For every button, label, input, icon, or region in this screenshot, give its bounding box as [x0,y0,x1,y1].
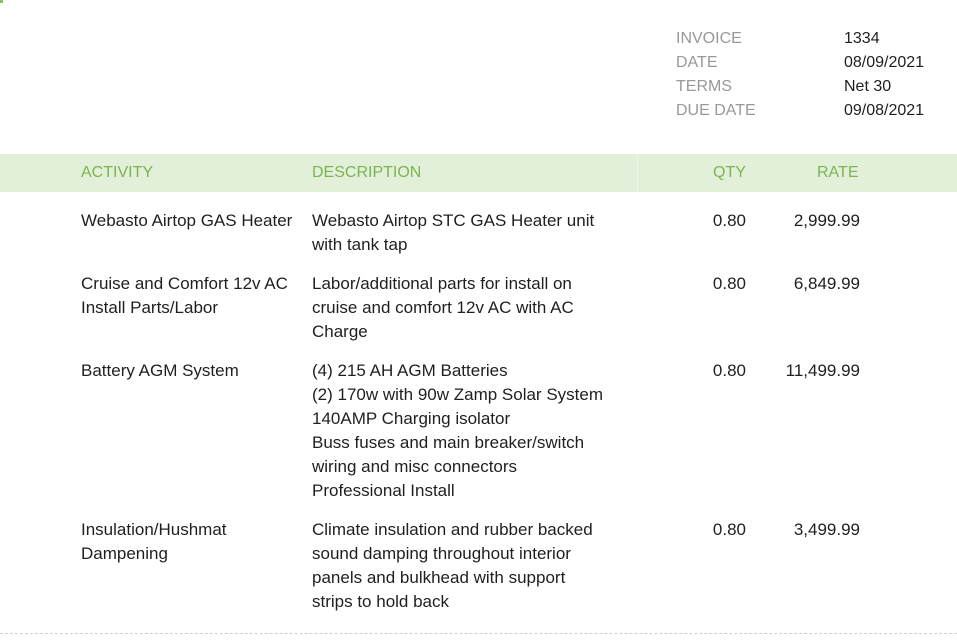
meta-invoice-label: INVOICE [676,30,742,47]
description-line: 140AMP Charging isolator [312,409,511,428]
meta-terms-value: Net 30 [844,78,892,95]
item-activity: Insulation/Hushmat Dampening [81,520,227,563]
description-line: with tank tap [312,235,408,254]
item-qty: 0.80 [712,211,746,230]
item-description [312,272,632,344]
meta-invoice-value: 1334 [844,30,880,47]
description-line: sound damping throughout interior [312,544,571,563]
description-line: panels and bulkhead with support [312,568,566,587]
item-activity: Webasto Airtop GAS Heater [81,211,293,230]
column-header-qty: QTY [713,164,746,181]
column-header-rate: RATE [817,164,859,181]
item-description [312,209,632,257]
item-activity: Cruise and Comfort 12v AC Install Parts/Labor [81,274,288,317]
item-description [312,359,632,503]
header-divider [637,154,638,192]
description-line: wiring and misc connectors [312,457,518,476]
meta-terms-label: TERMS [676,78,732,95]
description-line: Labor/additional parts for install on [312,274,572,293]
meta-date-label: DATE [676,54,718,71]
item-qty: 0.80 [712,520,746,539]
description-line: Charge [312,322,368,341]
description-line: (2) 170w with 90w Zamp Solar System [312,385,603,404]
item-rate: 6,849.99 [793,274,860,293]
item-qty: 0.80 [712,274,746,293]
item-description [312,518,632,614]
column-header-activity: ACTIVITY [81,164,154,181]
column-header-description: DESCRIPTION [312,164,422,181]
item-rate: 3,499.99 [793,520,860,539]
page-break-divider [0,633,957,634]
meta-due-date-label: DUE DATE [676,102,756,119]
item-rate: 11,499.99 [785,361,860,380]
corner-mark [0,0,3,3]
description-line: Professional Install [312,481,455,500]
description-line: cruise and comfort 12v AC with AC [312,298,574,317]
meta-date-value: 08/09/2021 [844,54,925,71]
item-activity: Battery AGM System [81,361,239,380]
description-line: Webasto Airtop STC GAS Heater unit [312,211,595,230]
item-qty: 0.80 [712,361,746,380]
description-line: strips to hold back [312,592,450,611]
description-line: Buss fuses and main breaker/switch [312,433,585,452]
description-line: Climate insulation and rubber backed [312,520,593,539]
description-line: (4) 215 AH AGM Batteries [312,361,508,380]
meta-due-date-value: 09/08/2021 [844,102,925,119]
item-rate: 2,999.99 [793,211,860,230]
